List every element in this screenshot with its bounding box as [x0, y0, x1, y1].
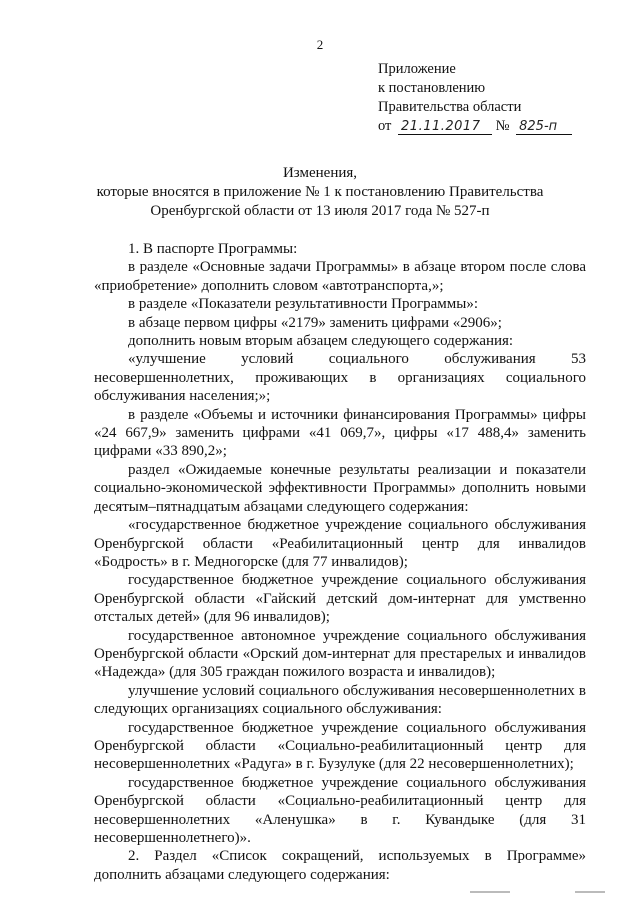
paragraph: в разделе «Основные задачи Программы» в абзаце втором после слова «приобретение» дополнить словом «автотранспорта,»; [94, 259, 586, 294]
title-line-1: Изменения, [282, 165, 358, 181]
paragraph: государственное бюджетное учреждение социального обслуживания Оренбургской области «Социально-реабилитационный центр для несовершеннолетних «Радуга» в г. Бузулуке (для 22 несовершеннолетних); [94, 719, 586, 773]
scan-artifact [470, 891, 510, 893]
paragraph: «улучшение условий социального обслуживания 53 несовершеннолетних, проживающих в организациях социального обслуживания населения;»; [94, 351, 586, 405]
document-title [0, 164, 640, 221]
paragraph: «государственное бюджетное учреждение социального обслуживания Оренбургской области «Реабилитационный центр для инвалидов «Бодрость» в г. Медногорске (для 77 инвалидов); [94, 517, 586, 570]
page-number: 2 [316, 37, 324, 52]
appendix-line-3: Правительства области [378, 99, 522, 115]
paragraph: государственное бюджетное учреждение социального обслуживания Оренбургской области «Гайский детский дом-интернат для умственно отсталых детей» (для 96 инвалидов); [94, 572, 586, 626]
paragraph: государственное бюджетное учреждение социального обслуживания Оренбургской области «Социально-реабилитационный центр для несовершеннолетних «Аленушка» в г. Кувандыке (для 31 несовершеннолетнего)». [94, 774, 586, 846]
handwritten-date: 21.11.2017 [398, 119, 492, 135]
paragraph: 2. Раздел «Список сокращений, используемых в Программе» дополнить абзацами следующего содержания: [94, 848, 586, 883]
appendix-block [378, 60, 572, 136]
from-label: от [378, 118, 392, 134]
appendix-date-line [378, 117, 572, 136]
paragraph: в разделе «Показатели результативности Программы»: [128, 296, 479, 313]
number-label: № [495, 118, 510, 134]
paragraph: в абзаце первом цифры «2179» заменить цифрами «2906»; [128, 314, 502, 331]
paragraph: дополнить новым вторым абзацем следующего содержания: [128, 333, 514, 350]
appendix-line-2: к постановлению [378, 80, 486, 96]
paragraph: улучшение условий социального обслуживания несовершеннолетних в следующих организациях социального обслуживания: [94, 682, 586, 718]
paragraph: раздел «Ожидаемые конечные результаты реализации и показатели социально-экономической эффективности Программы» дополнить новыми десятым–пятнадцатым абзацами следующего содержания: [94, 461, 586, 515]
paragraph: государственное автономное учреждение социального обслуживания Оренбургской области «Орский дом-интернат для престарелых и инвалидов «Надежда» (для 305 граждан пожилого возраста и инвалидов); [94, 627, 586, 681]
title-line-3: Оренбургской области от 13 июля 2017 года № 527-п [150, 203, 490, 219]
scan-artifact [575, 891, 605, 893]
paragraph: 1. В паспорте Программы: [128, 241, 298, 257]
handwritten-number: 825-п [516, 119, 572, 135]
paragraph: в разделе «Объемы и источники финансирования Программы» цифры «24 667,9» заменить цифрами «41 069,7», цифры «17 488,4» заменить цифрами «33 890,2»; [94, 406, 586, 460]
appendix-line-1: Приложение [378, 61, 456, 77]
title-line-2: которые вносятся в приложение № 1 к постановлению Правительства [96, 184, 544, 200]
document-body [94, 240, 586, 884]
